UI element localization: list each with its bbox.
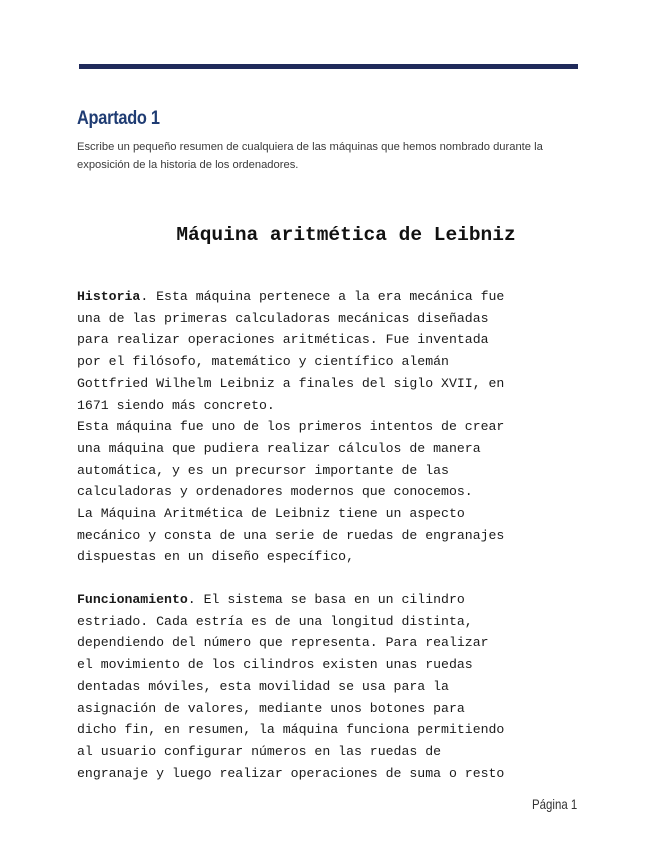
history-paragraph (77, 286, 597, 568)
text-line: Historia. Esta máquina pertenece a la era mecánica fue (77, 289, 505, 304)
text-line: estriado. Cada estría es de una longitud distinta, (77, 613, 473, 629)
text-line: dentadas móviles, esta movilidad se usa para la (77, 678, 449, 694)
text-line: calculadoras y ordenadores modernos que conocemos. (77, 484, 473, 500)
text-line: una de las primeras calculadoras mecánicas diseñadas (77, 310, 489, 326)
document-title: Máquina aritmética de Leibniz (176, 224, 516, 246)
text-line: dicho fin, en resumen, la máquina funciona permitiendo (77, 722, 505, 738)
text-line: Gottfried Wilhelm Leibniz a finales del siglo XVII, en (77, 375, 505, 391)
text-line: el movimiento de los cilindros existen unas ruedas (77, 657, 473, 673)
function-paragraph (77, 589, 597, 784)
header-rule (79, 64, 578, 69)
text-line: dependiendo del número que representa. Para realizar (77, 635, 489, 651)
history-label: Historia (77, 289, 141, 304)
page-number: Página 1 (532, 796, 578, 812)
section-title: Apartado 1 (77, 108, 160, 129)
text-line: por el filósofo, matemático y científico alemán (77, 354, 449, 370)
text-line: asignación de valores, mediante unos botones para (77, 700, 465, 716)
text-line: engranaje y luego realizar operaciones de suma o resto (77, 765, 505, 781)
text-line: 1671 siendo más concreto. (77, 397, 275, 413)
text-line: dispuestas en un diseño específico, (77, 549, 354, 565)
function-label: Funcionamiento (77, 592, 188, 607)
text-line: La Máquina Aritmética de Leibniz tiene un aspecto (77, 506, 465, 522)
text-line: una máquina que pudiera realizar cálculos de manera (77, 440, 481, 456)
text-line: Esta máquina fue uno de los primeros intentos de crear (77, 419, 505, 435)
text-line: para realizar operaciones aritméticas. Fue inventada (77, 332, 489, 348)
text-line: al usuario configurar números en las ruedas de (77, 743, 442, 759)
assignment-instructions: Escribe un pequeño resumen de cualquiera de las máquinas que hemos nombrado durante la exposición de la historia de los ordenadores. (77, 141, 543, 171)
text-line: automática, y es un precursor importante de las (77, 462, 449, 478)
text-line: Funcionamiento. El sistema se basa en un cilindro (77, 592, 465, 607)
text-line: mecánico y consta de una serie de ruedas de engranajes (77, 527, 505, 543)
